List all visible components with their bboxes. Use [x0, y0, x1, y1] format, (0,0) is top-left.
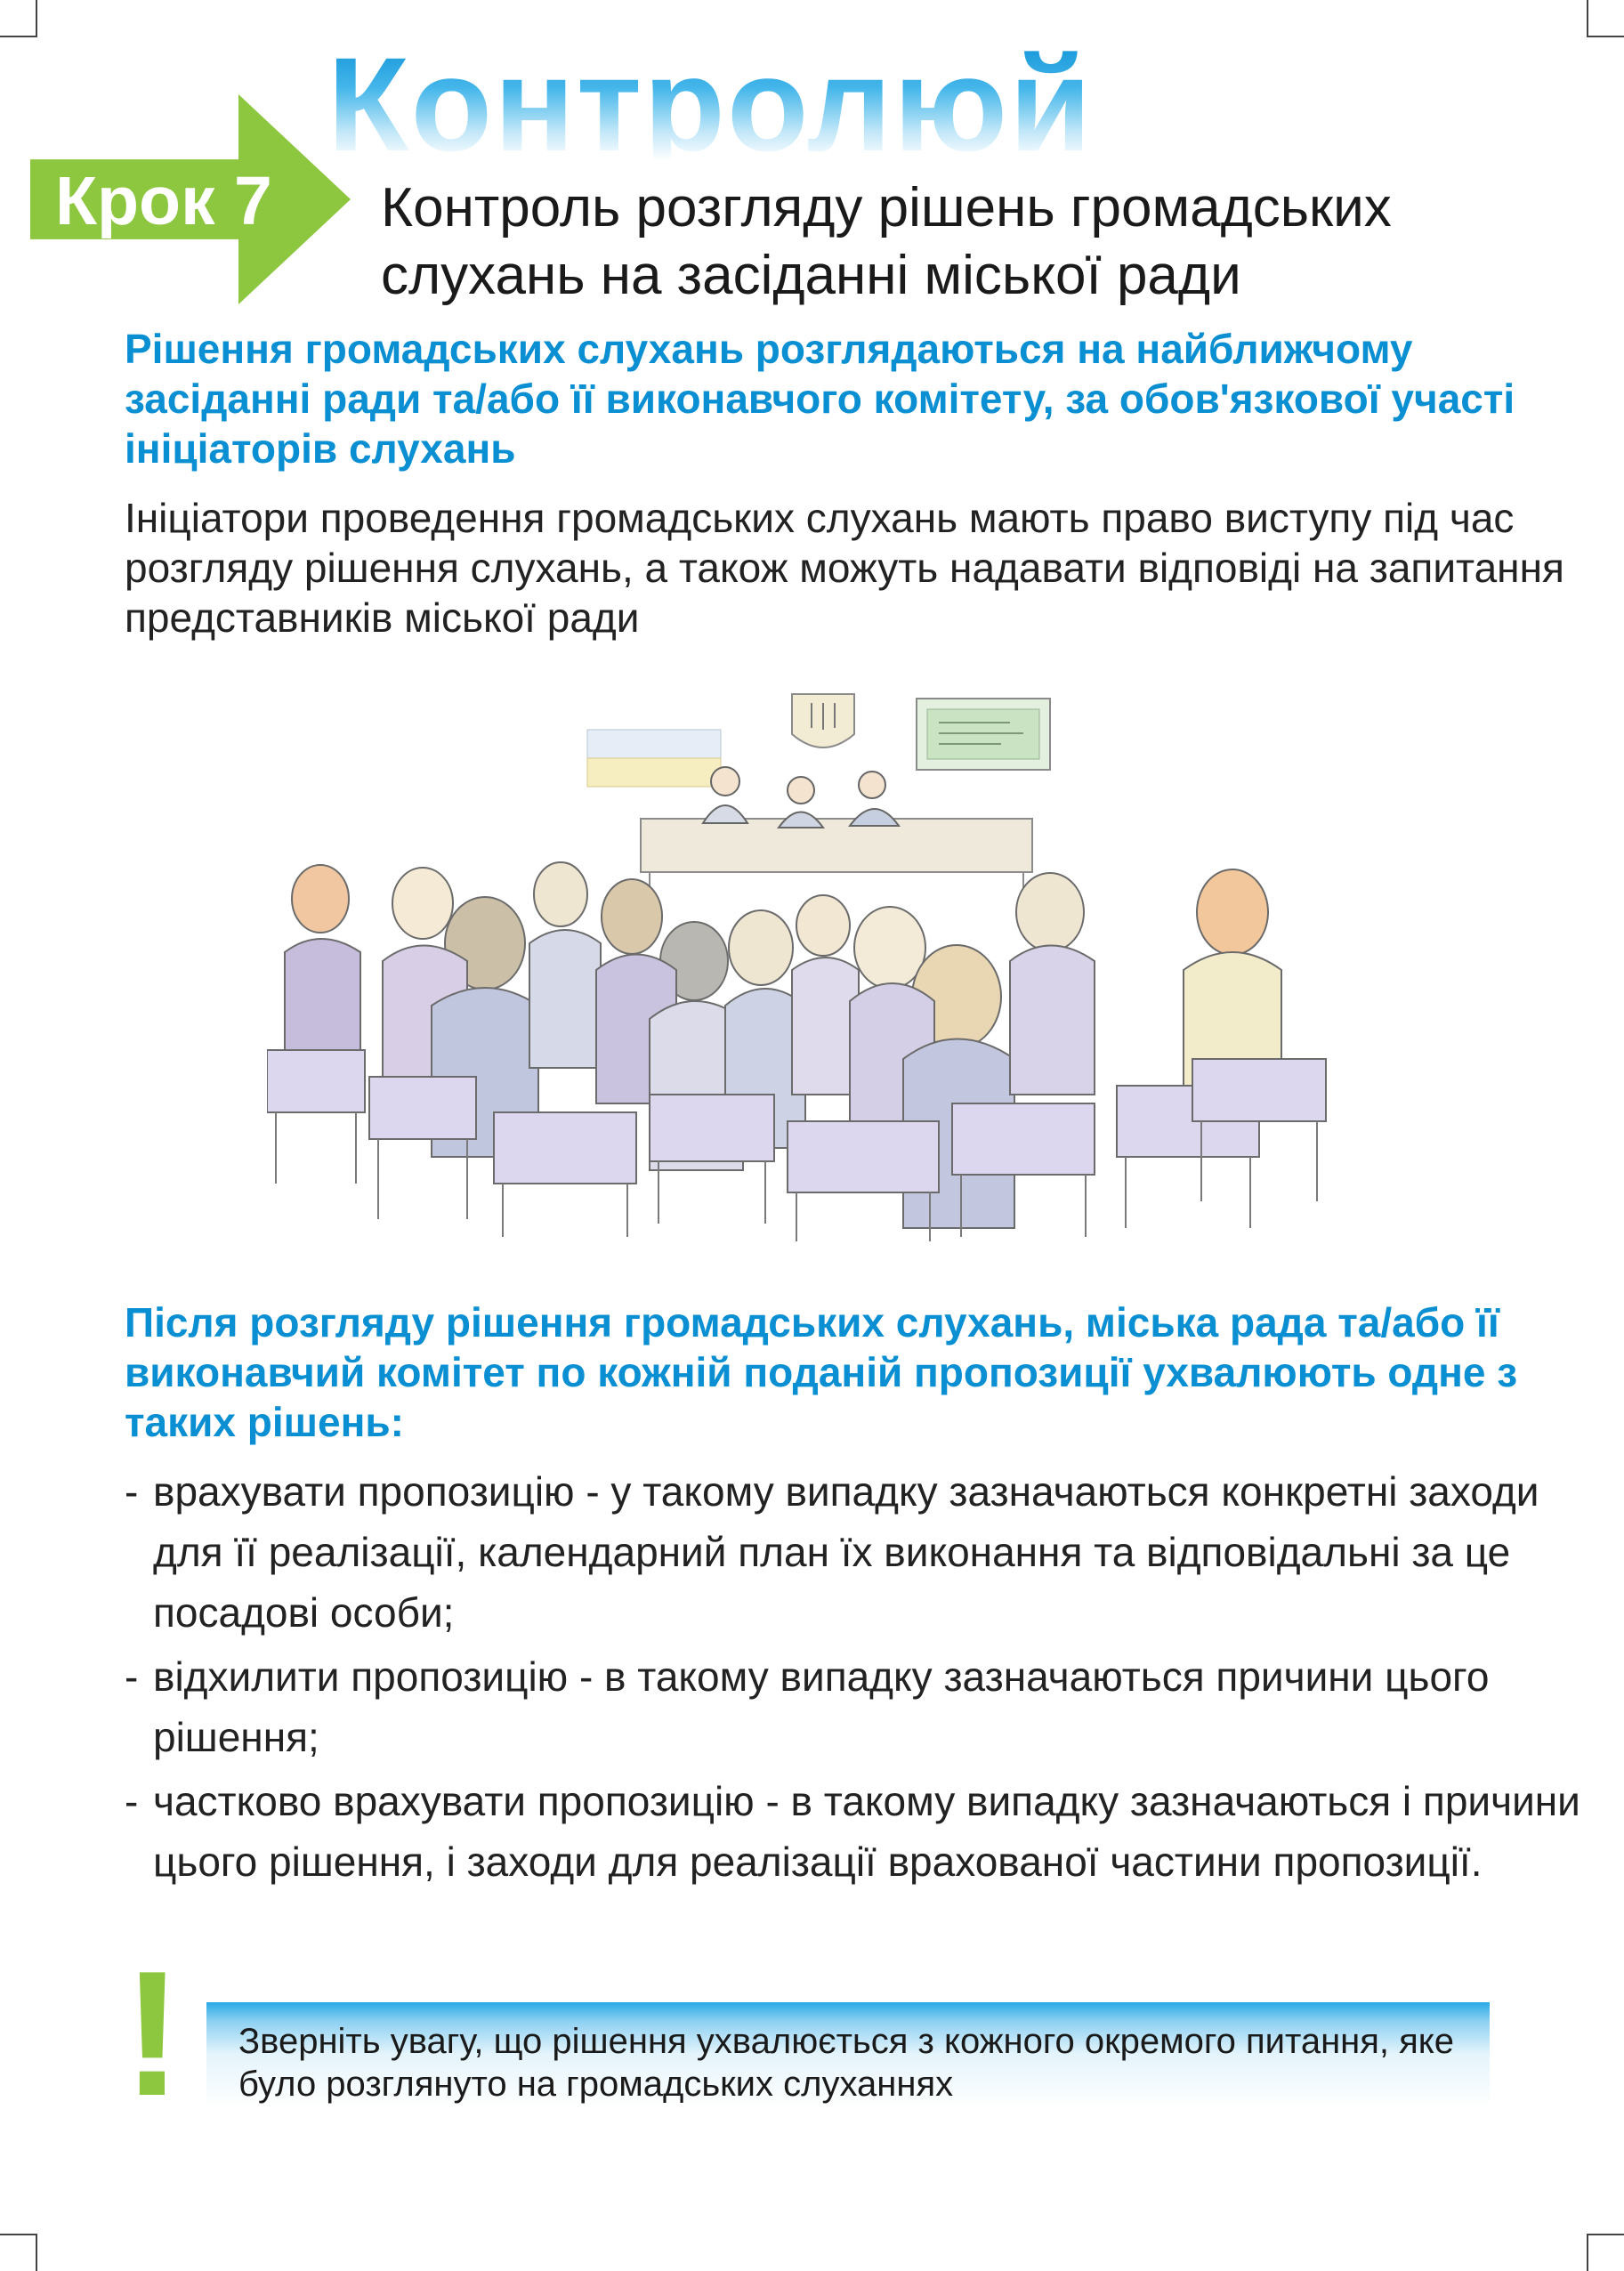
list-item-text: відхилити пропозицію - в такому випадку зазначаються причини цього рішення; [153, 1653, 1490, 1760]
presidium-people [703, 767, 899, 828]
bullet-dash: - [125, 1468, 139, 1515]
list-item [125, 1771, 1584, 1892]
list-item-text: врахувати пропозицію - у такому випадку зазначаються конкретні заходи для її реалізації, календарний план їх виконання та відповідальні за це посадові особи; [153, 1468, 1539, 1636]
ukraine-flag [587, 730, 721, 787]
step-label: Крок 7 [55, 163, 272, 239]
bullet-dash: - [125, 1653, 139, 1700]
header-word: Контролюй [327, 29, 1094, 179]
bullet-dash: - [125, 1778, 139, 1824]
step-title: Контроль розгляду рішень громадських слухань на засіданні міської ради [381, 177, 1392, 306]
attention-note-text: Зверніть увагу, що рішення ухвалюється з кожного окремого питання, яке було розглянуто на громадських слуханнях [238, 2022, 1454, 2104]
wall-board [917, 699, 1050, 770]
decision-options-list [125, 1461, 1584, 1895]
exclamation-icon: ! [123, 1935, 182, 2133]
list-item [125, 1646, 1584, 1767]
council-meeting-illustration [267, 676, 1344, 1246]
attention-note [206, 2002, 1490, 2107]
crop-mark-bottom-right [1587, 2234, 1624, 2271]
crop-mark-top-left [0, 0, 37, 37]
list-item-text: частково врахувати пропозицію - в такому випадку зазначаються і причини цього рішення, і заходи для реалізації врахованої частини пропозиції. [153, 1778, 1580, 1885]
crop-mark-bottom-left [0, 2234, 37, 2271]
coat-of-arms [792, 694, 854, 748]
section2-heading: Після розгляду рішення громадських слухань, міська рада та/або її виконавчий комітет по кожній поданій пропозиції ухвалюють одне з таких рішень: [125, 1299, 1518, 1445]
section1-body: Ініціатори проведення громадських слухань мають право виступу під час розгляду рішення слухань, а також можуть надавати відповіді на запитання представників міської ради [125, 495, 1564, 641]
section1-heading: Рішення громадських слухань розглядаються на найближчому засіданні ради та/або її виконавчого комітету, за обов'язкової участі ініціаторів слухань [125, 326, 1515, 472]
crop-mark-top-right [1587, 0, 1624, 37]
list-item [125, 1461, 1584, 1643]
